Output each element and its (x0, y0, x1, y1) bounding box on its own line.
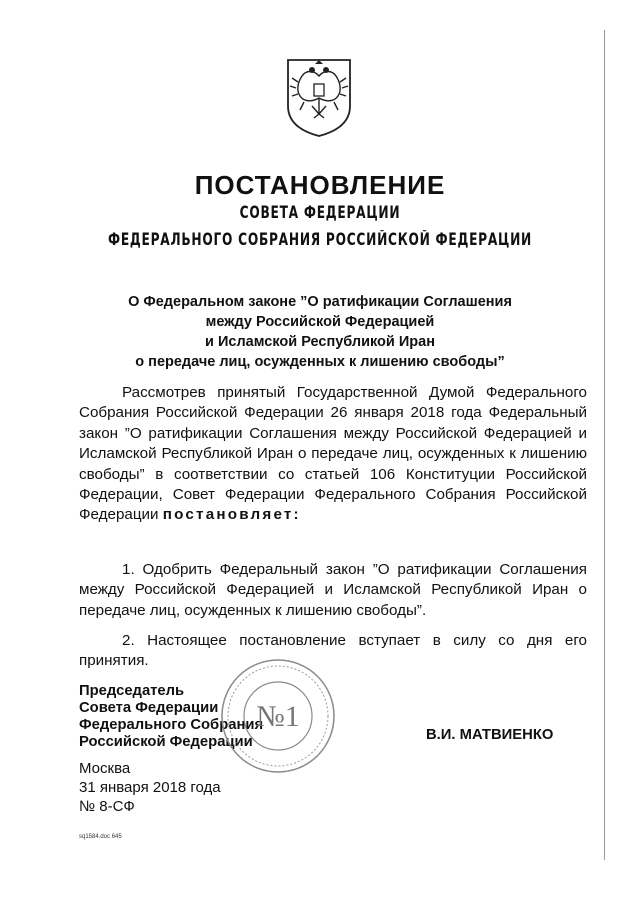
preamble-text: Рассмотрев принятый Государственной Думой Федерального Собрания Российской Федерации 26 января 2018 года Федеральный закон ”О ратификации Соглашения между Российской Федерацией и Исламской Республикой Иран о передаче лиц, осужденных к лишению свободы” в соответствии со статьей 106 Конституции Российской Федерации, Совет Федерации Федерального Собрания Российской Федерации (79, 384, 587, 524)
resolution-item-1: 1. Одобрить Федеральный закон ”О ратификации Соглашения между Российской Федерацией и Исламской Республикой Иран о передаче лиц, осужденных к лишению свободы”. (79, 561, 587, 619)
file-reference: sq1584.doc 645 (79, 834, 122, 840)
resolution-item-2: 2. Настоящее постановление вступает в силу со дня его принятия. (79, 632, 587, 670)
resolution-heading (0, 292, 640, 372)
page-edge-line (604, 30, 605, 860)
coat-of-arms-icon (284, 56, 354, 138)
stamp-number: №1 (256, 700, 300, 733)
signer-position-line: Федерального Собрания (79, 717, 264, 733)
heading-line: О Федеральном законе ”О ратификации Соглашения (128, 294, 512, 310)
document-title: ПОСТАНОВЛЕНИЕ (194, 170, 446, 200)
city: Москва (79, 760, 131, 777)
signer-position-line: Председатель (79, 683, 185, 699)
issuer-line-2: ФЕДЕРАЛЬНОГО СОБРАНИЯ РОССИЙСКОЙ ФЕДЕРАЦИИ (107, 230, 533, 249)
issuer-line-1: СОВЕТА ФЕДЕРАЦИИ (239, 203, 401, 222)
decree-word: постановляет: (162, 506, 301, 524)
place-and-date (79, 759, 221, 816)
heading-line: и Исламской Республикой Иран (205, 334, 435, 350)
resolution-number: № 8-СФ (79, 798, 135, 815)
heading-line: о передаче лиц, осужденных к лишению свободы” (135, 354, 505, 370)
adoption-date: 31 января 2018 года (79, 779, 221, 796)
heading-line: между Российской Федерацией (205, 314, 435, 330)
signer-name: В.И. МАТВИЕНКО (426, 727, 554, 743)
signer-position-line: Российской Федерации (79, 734, 253, 750)
preamble-paragraph (79, 383, 587, 526)
seal-stamp-icon (219, 657, 337, 775)
signer-position-line: Совета Федерации (79, 700, 219, 716)
